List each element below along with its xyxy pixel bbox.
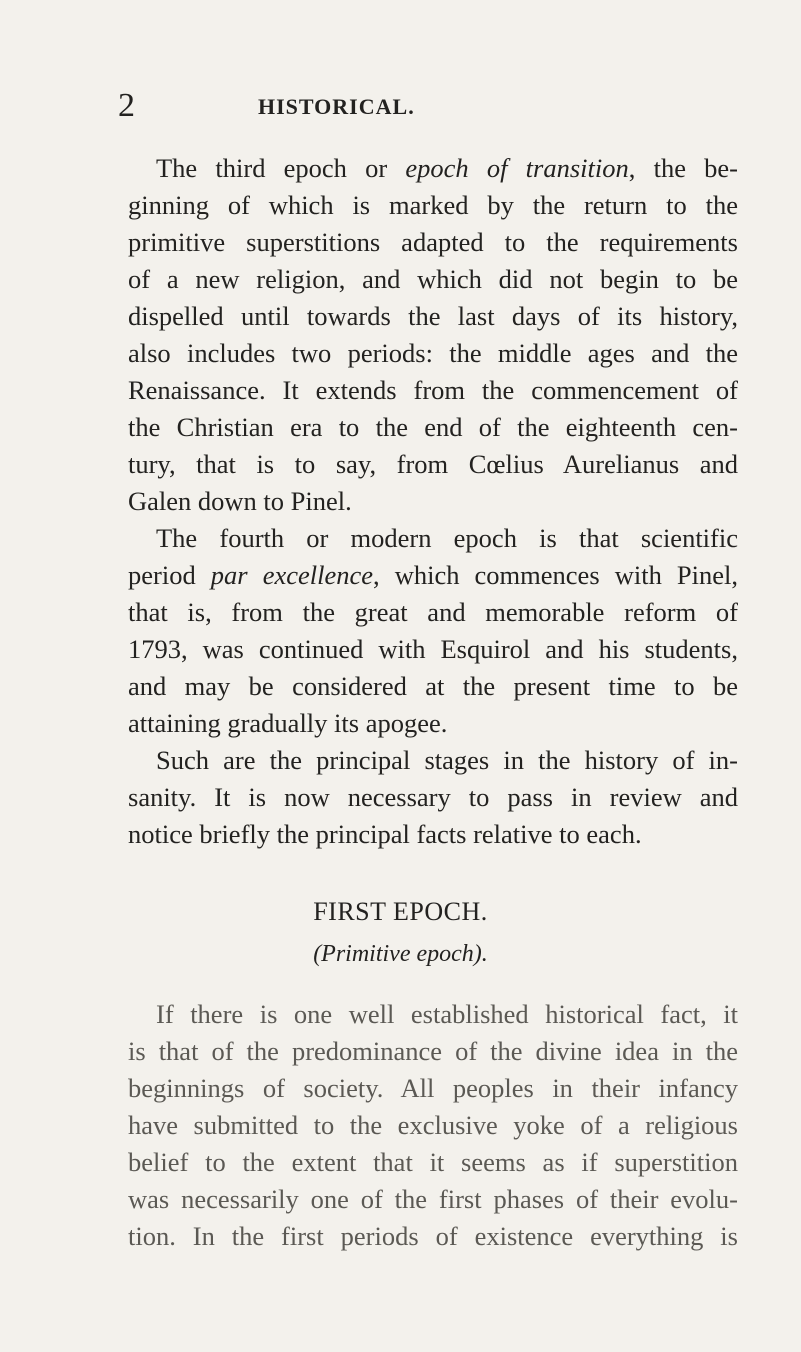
section-subtitle: (Primitive epoch). (313, 941, 488, 967)
text-line: belief to the extent that it seems as if superstition (128, 1147, 738, 1177)
text-line: also includes two periods: the middle ages and the (128, 338, 738, 368)
text-line: that is, from the great and memorable reform of (128, 597, 738, 627)
page-header (0, 86, 801, 126)
text-line: Renaissance. It extends from the commencement of (128, 375, 738, 405)
running-head: HISTORICAL. (258, 94, 415, 119)
page-number: 2 (118, 87, 135, 124)
text-line: sanity. It is now necessary to pass in review and (128, 782, 738, 812)
text-line: Galen down to Pinel. (128, 486, 352, 516)
text-line: and may be considered at the present time to be (128, 671, 738, 701)
text-line: attaining gradually its apogee. (128, 708, 448, 738)
text-line: the Christian era to the end of the eighteenth cen- (128, 412, 738, 442)
text-line: tion. In the first periods of existence everything is (128, 1221, 738, 1251)
text-line: The fourth or modern epoch is that scientific (156, 523, 738, 553)
text-line: If there is one well established historical fact, it (156, 999, 738, 1029)
text-line: primitive superstitions adapted to the requirements (128, 227, 738, 257)
text-line: was necessarily one of the first phases of their evolu- (128, 1184, 738, 1214)
text-line: ginning of which is marked by the return to the (128, 190, 738, 220)
text-line: Such are the principal stages in the history of in- (156, 745, 738, 775)
text-line: have submitted to the exclusive yoke of a religious (128, 1110, 738, 1140)
text-line: tury, that is to say, from Cœlius Aurelianus and (128, 449, 738, 479)
text-line: dispelled until towards the last days of its history, (128, 301, 738, 331)
text-line: The third epoch or epoch of transition, the be- (156, 153, 738, 183)
text-line: period par excellence, which commences with Pinel, (128, 560, 739, 590)
text-line: of a new religion, and which did not begin to be (128, 264, 738, 294)
text-line: beginnings of society. All peoples in their infancy (128, 1073, 738, 1103)
text-line: 1793, was continued with Esquirol and his students, (128, 634, 738, 664)
text-line: notice briefly the principal facts relative to each. (128, 819, 642, 849)
section-title: FIRST EPOCH. (313, 897, 488, 926)
text-line: is that of the predominance of the divine idea in the (128, 1036, 738, 1066)
